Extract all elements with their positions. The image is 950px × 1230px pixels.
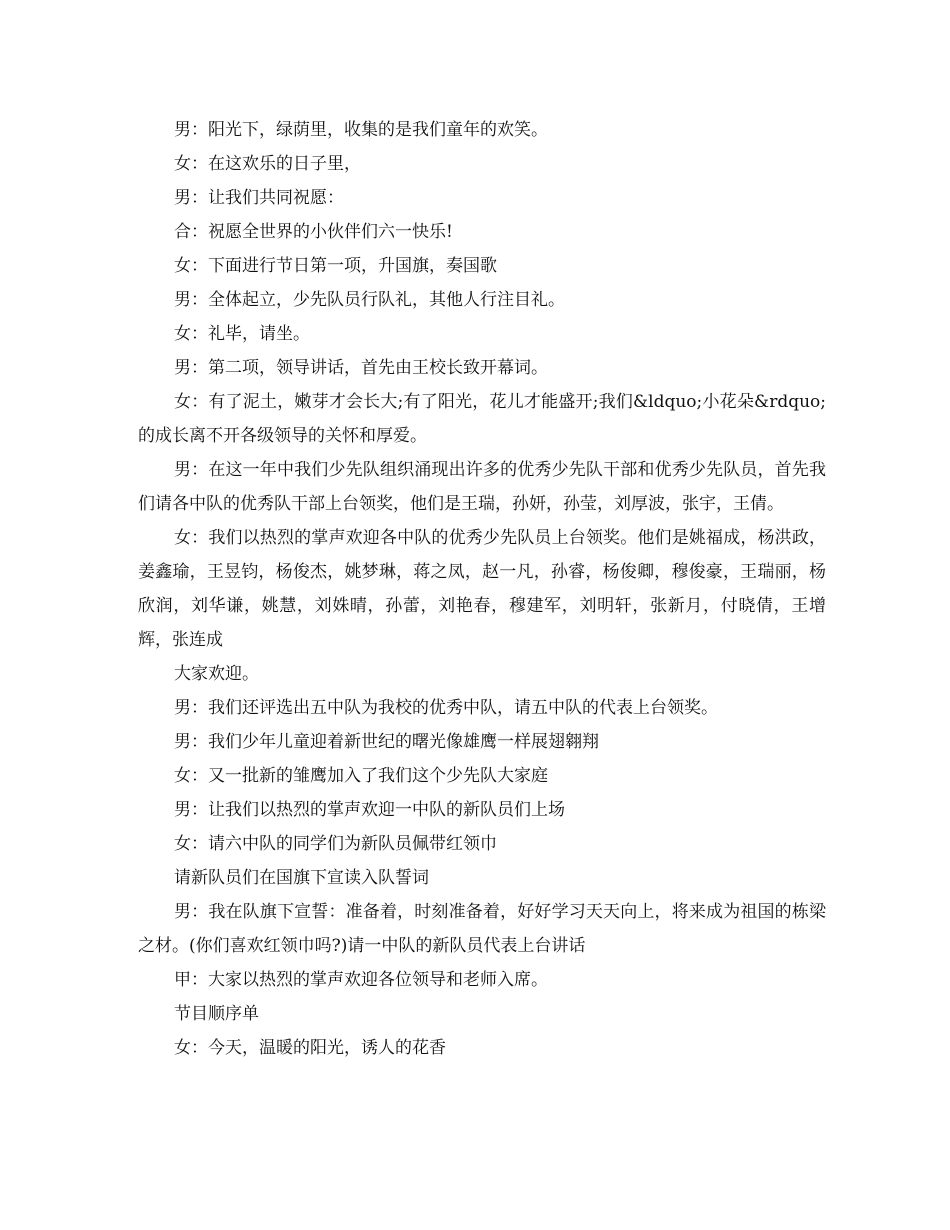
paragraph: 男：第二项，领导讲话，首先由王校长致开幕词。 — [174, 358, 548, 378]
paragraph: 节目顺序单 — [174, 1004, 259, 1024]
paragraph: 女：今天，温暖的阳光，诱人的花香 — [174, 1038, 446, 1058]
paragraph: 男：让我们共同祝愿： — [174, 188, 344, 208]
paragraph: 女：礼毕，请坐。 — [174, 324, 310, 344]
paragraph: 男：我们少年儿童迎着新世纪的曙光像雄鹰一样展翅翱翔 — [174, 732, 599, 752]
paragraph: 女：有了泥土，嫩芽才会长大;有了阳光，花儿才能盛开;我们&ldquo;小花朵&rdquo;的成长离不开各级领导的关怀和厚爱。 — [138, 392, 826, 446]
paragraph: 甲：大家以热烈的掌声欢迎各位领导和老师入席。 — [174, 970, 548, 990]
paragraph: 合：祝愿全世界的小伙伴们六一快乐! — [174, 222, 453, 242]
paragraph: 男：我在队旗下宣誓：准备着，时刻准备着，好好学习天天向上，将来成为祖国的栋梁之材。(你们喜欢红领巾吗?)请一中队的新队员代表上台讲话 — [138, 902, 826, 956]
paragraph: 女：在这欢乐的日子里， — [174, 154, 361, 174]
paragraph: 男：让我们以热烈的掌声欢迎一中队的新队员们上场 — [174, 800, 565, 820]
paragraph: 女：请六中队的同学们为新队员佩带红领巾 — [174, 834, 497, 854]
paragraph: 女：下面进行节日第一项，升国旗，奏国歌 — [174, 256, 497, 276]
document-body — [138, 113, 826, 1065]
paragraph: 男：全体起立，少先队员行队礼，其他人行注目礼。 — [174, 290, 565, 310]
paragraph: 请新队员们在国旗下宣读入队誓词 — [174, 868, 429, 888]
paragraph: 男：在这一年中我们少先队组织涌现出许多的优秀少先队干部和优秀少先队员，首先我们请各中队的优秀队干部上台领奖，他们是王瑞，孙妍，孙莹，刘厚波，张宇，王倩。 — [138, 460, 826, 514]
paragraph: 大家欢迎。 — [174, 664, 259, 684]
paragraph: 女：我们以热烈的掌声欢迎各中队的优秀少先队员上台领奖。他们是姚福成，杨洪政，姜鑫瑜，王昱钧，杨俊杰，姚梦琳，蒋之凤，赵一凡，孙睿，杨俊卿，穆俊豪，王瑞丽，杨欣润，刘华谦，姚慧，刘姝晴，孙蕾，刘艳春，穆建军，刘明轩，张新月，付晓倩，王增辉，张连成 — [138, 528, 826, 650]
paragraph: 女：又一批新的雏鹰加入了我们这个少先队大家庭 — [174, 766, 548, 786]
paragraph: 男：我们还评选出五中队为我校的优秀中队，请五中队的代表上台领奖。 — [174, 698, 718, 718]
paragraph: 男：阳光下，绿荫里，收集的是我们童年的欢笑。 — [174, 120, 548, 140]
